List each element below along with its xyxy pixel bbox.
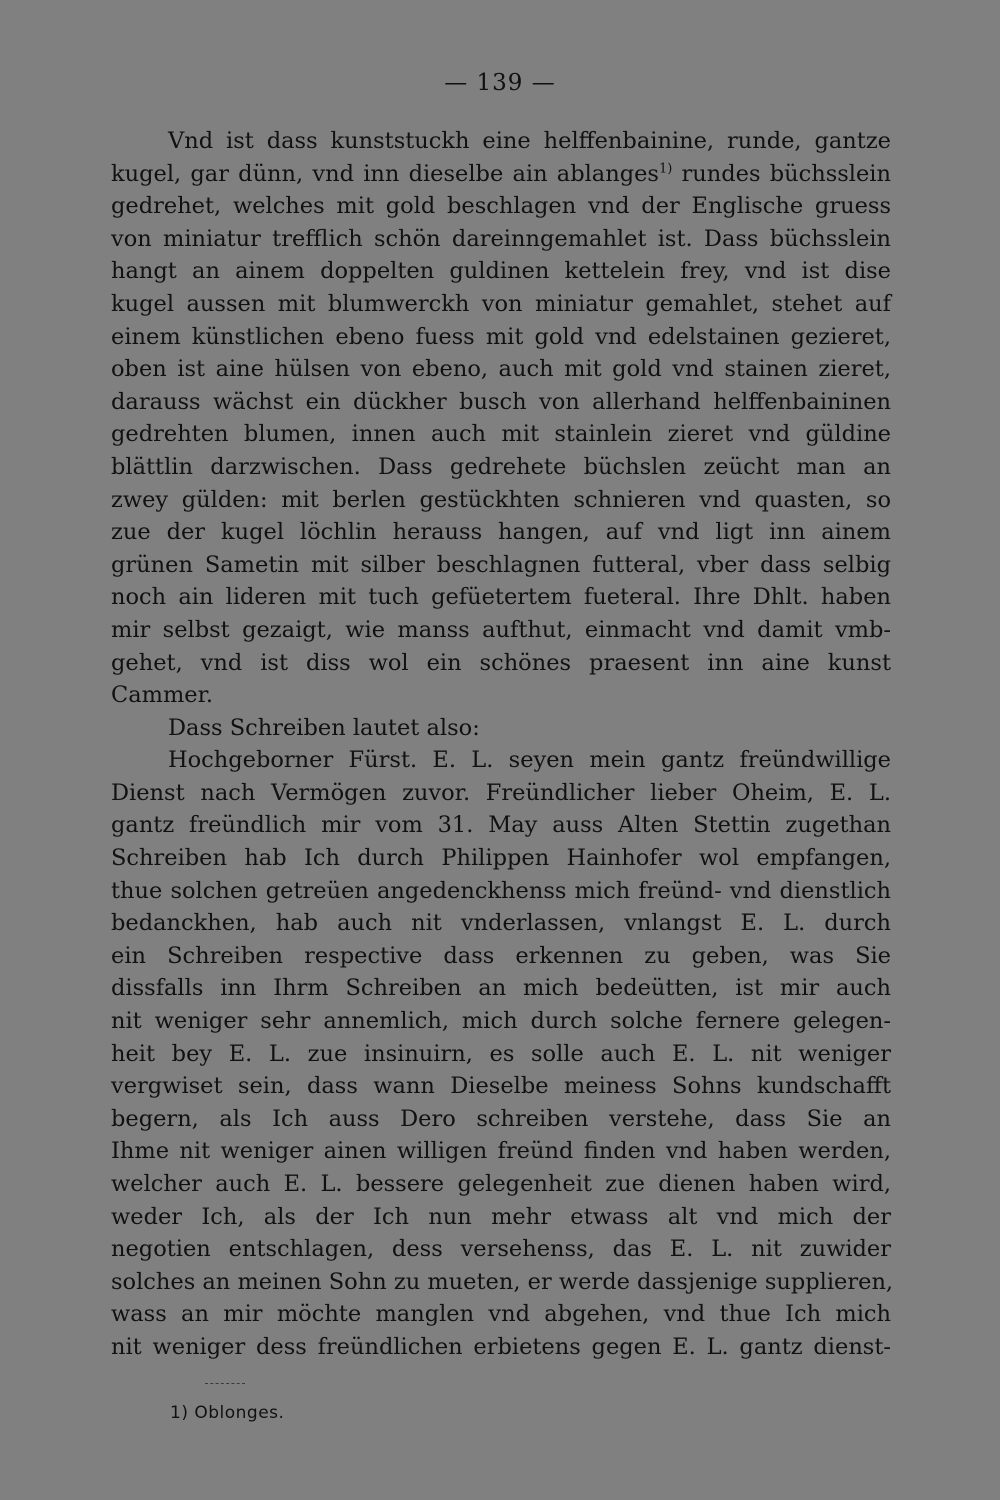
text-line: welcher auch E. L. bessere gelegenheit zue dienen haben wird, [111,1171,891,1197]
text-line: Schreiben hab Ich durch Philippen Hainhofer wol empfangen, [111,845,891,872]
page-number: — 139 — [444,70,556,96]
text-line: begern, als Ich auss Dero schreiben verstehe, dass Sie an [111,1105,891,1132]
text-line: mir selbst gezaigt, wie manss aufthut, einmacht vnd damit vmb- [111,616,891,643]
text-line: dissfalls inn Ihrm Schreiben an mich bedeütten, ist mir auch [111,975,891,1002]
text-line: zue der kugel löchlin herauss hangen, auf vnd ligt inn ainem [111,519,891,546]
text-line-segment: kugel, gar dünn, vnd inn dieselbe ain ablanges [111,160,659,187]
text-line: negotien entschlagen, dess versehenss, das E. L. nit zuwider [111,1236,891,1263]
text-line: zwey gülden: mit berlen gestückhten schnieren vnd quasten, so [111,486,891,513]
text-line: nit weniger dess freündlichen erbietens gegen E. L. gantz dienst- [111,1333,891,1360]
text-line: noch ain lideren mit tuch gefüetertem fueteral. Ihre Dhlt. haben [111,584,891,611]
text-line: einem künstlichen ebeno fuess mit gold vnd edelstainen gezieret, [111,323,891,350]
text-line: gehet, vnd ist diss wol ein schönes praesent inn aine kunst [111,649,891,676]
paragraph-letter-intro [111,712,891,745]
text-line: darauss wächst ein dückher busch von allerhand helffenbaininen [111,388,891,415]
text-line: nit weniger sehr annemlich, mich durch solche fernere gelegen- [111,1008,891,1035]
text-line: bedanckhen, hab auch nit vnderlassen, vnlangst E. L. durch [111,910,891,937]
text-line: thue solchen getreüen angedenckhenss mich freünd- vnd dienstlich [111,877,891,904]
text-line: gedrehet, welches mit gold beschlagen vnd der Englische gruess [111,193,891,220]
text-line: Hochgeborner Fürst. E. L. seyen mein gantz freündwillige [168,747,891,774]
text-line: ein Schreiben respective dass erkennen zu geben, was Sie [111,942,891,969]
text-line: gedrehten blumen, innen auch mit stainlein zieret vnd güldine [111,421,891,448]
text-line-segment: rundes büchsslein [672,160,891,187]
text-line: Dienst nach Vermögen zuvor. Freündlicher lieber Oheim, E. L. [111,779,891,806]
footnote: 1) Oblonges. [170,1403,285,1423]
text-line: Vnd ist dass kunststuckh eine helffenbainine, runde, gantze [168,128,891,154]
text-line: grünen Sametin mit silber beschlagnen futteral, vber dass selbig [111,551,891,578]
text-line: Ihme nit weniger ainen willigen freünd finden vnd haben werden, [111,1138,891,1165]
text-line: weder Ich, als der Ich nun mehr etwass alt vnd mich der [111,1203,891,1230]
text-line: gantz freündlich mir vom 31. May auss Alten Stettin zugethan [111,812,891,839]
text-line: Cammer. [111,682,214,709]
text-line: vergwiset sein, dass wann Dieselbe meiness Sohns kundschafft [111,1073,891,1100]
text-line: kugel aussen mit blumwerckh von miniatur gemahlet, stehet auf [111,290,891,317]
text-line: blättlin darzwischen. Dass gedrehete büchslen zeücht man an [111,453,891,480]
text-line: heit bey E. L. zue insinuirn, es solle auch E. L. nit weniger [111,1040,891,1067]
paragraph-description [111,125,891,712]
text-line: von miniatur trefflich schön dareinngemahlet ist. Dass büchsslein [111,225,891,252]
paragraph-letter [111,744,894,1363]
body-text [111,125,894,1364]
text-line: Dass Schreiben lautet also: [168,714,480,741]
text-line-with-footnote-ref [111,158,891,191]
text-line: hangt an ainem doppelten guldinen kettelein frey, vnd ist dise [111,258,891,285]
text-line: oben ist aine hülsen von ebeno, auch mit gold vnd stainen zieret, [111,356,891,383]
text-line: solches an meinen Sohn zu mueten, er werde dassjenige supplieren, [111,1268,894,1295]
footnote-divider [205,1383,245,1384]
text-line: wass an mir möchte manglen vnd abgehen, vnd thue Ich mich [111,1301,891,1328]
footnote-ref-marker: 1) [658,161,673,177]
